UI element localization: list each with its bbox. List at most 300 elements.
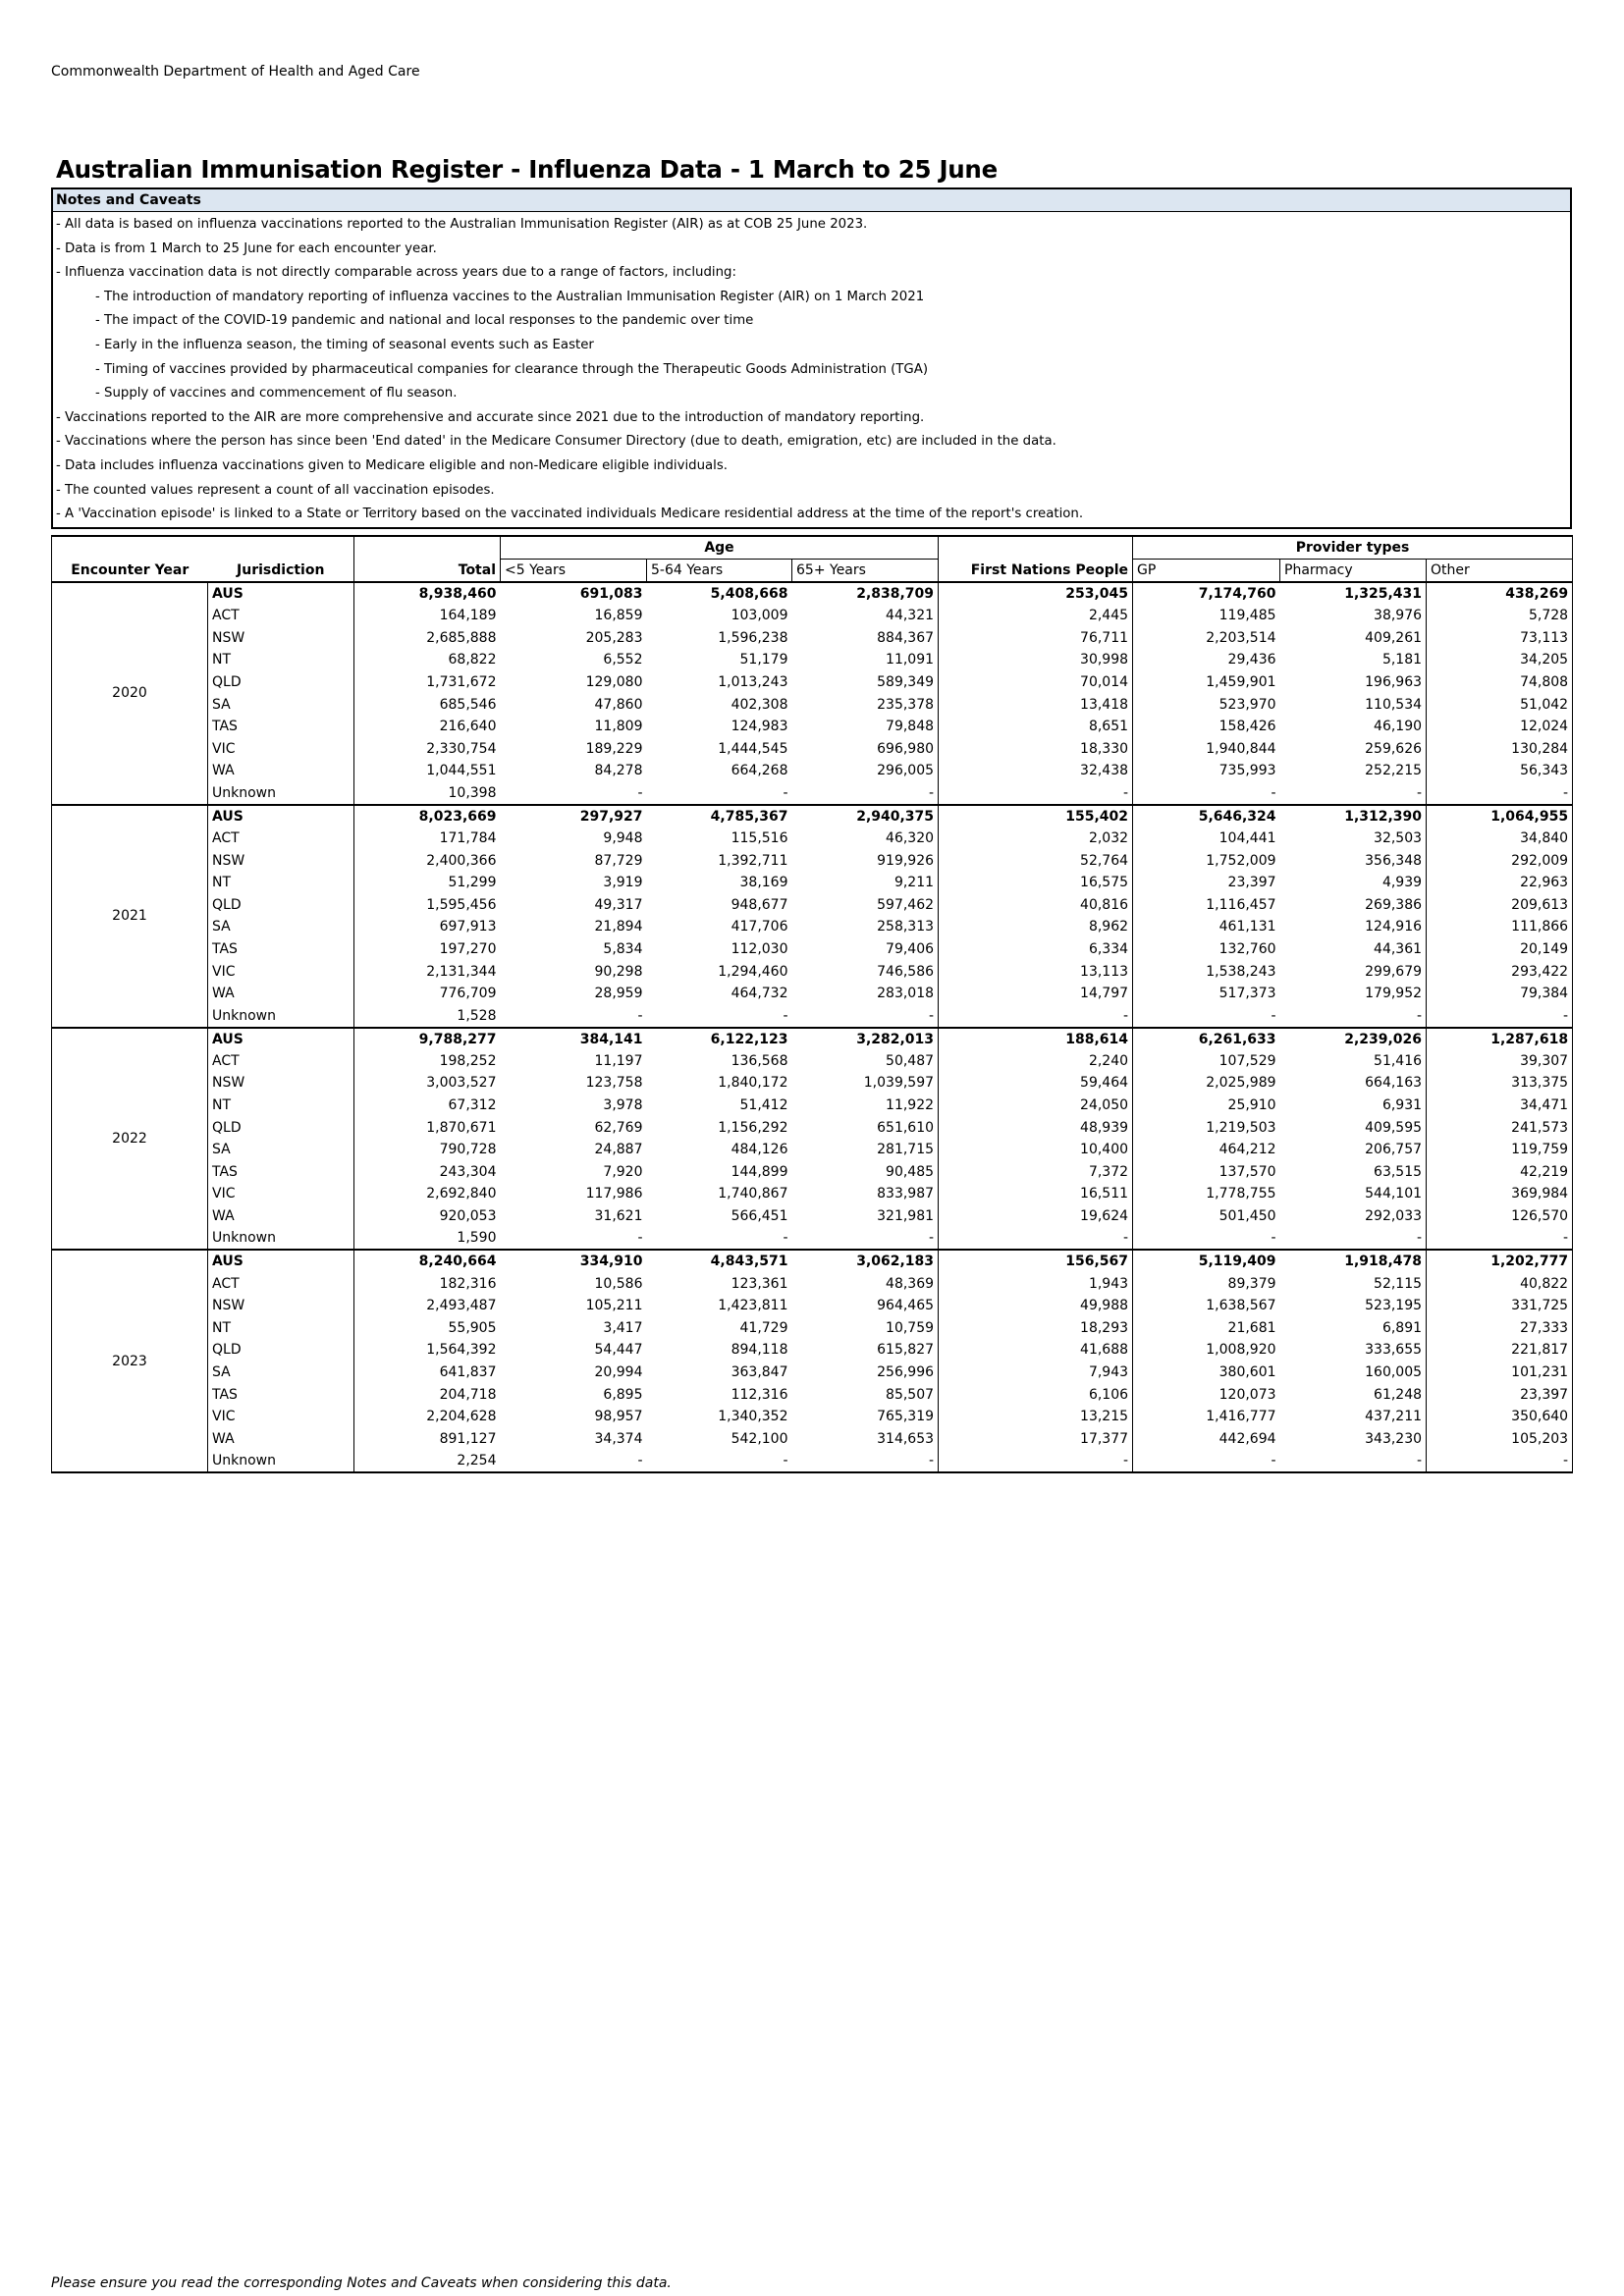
value-cell: 685,546 [354, 693, 501, 716]
value-cell: 13,215 [939, 1406, 1133, 1428]
value-cell: 28,959 [594, 986, 643, 1002]
value-cell: 1,312,390 [1280, 805, 1427, 828]
value-cell: 38,976 [1374, 608, 1423, 624]
value-cell: 691,083 [501, 582, 647, 605]
col-first-nations: First Nations People [939, 560, 1133, 583]
value-cell: 59,464 [939, 1072, 1133, 1095]
jurisdiction-cell: Unknown [208, 1450, 354, 1472]
value-cell: - [1427, 1227, 1573, 1250]
value-cell: 2,838,709 [792, 582, 939, 605]
table-row [52, 1316, 1573, 1339]
col-encounter-year: Encounter Year [52, 560, 208, 583]
table-row [52, 1050, 1573, 1073]
value-cell: - [1133, 1227, 1280, 1250]
value-cell: 919,926 [877, 852, 935, 869]
jurisdiction-cell: WA [208, 760, 354, 782]
table-row [52, 1295, 1573, 1317]
value-cell: 5,408,668 [647, 582, 792, 605]
value-cell: 664,268 [731, 763, 788, 779]
table-row [52, 1250, 1573, 1272]
value-cell: 156,567 [939, 1250, 1133, 1272]
influenza-data-table [51, 535, 1573, 1473]
value-cell: - [939, 1227, 1133, 1250]
value-cell: 5,181 [1381, 652, 1423, 668]
value-cell: 48,939 [939, 1116, 1133, 1139]
value-cell: 696,980 [877, 740, 935, 757]
col-total: Total [354, 560, 501, 583]
value-cell: 204,718 [354, 1383, 501, 1406]
value-cell: 73,113 [1427, 627, 1573, 650]
value-cell: 258,313 [877, 919, 935, 935]
table-body [52, 582, 1573, 1472]
notes-list [53, 212, 1570, 527]
value-cell: 894,118 [731, 1342, 788, 1359]
value-cell: 697,913 [354, 916, 501, 938]
jurisdiction-cell: QLD [208, 671, 354, 694]
table-row [52, 916, 1573, 938]
value-cell: 47,860 [594, 696, 643, 713]
value-cell: 68,822 [354, 649, 501, 671]
value-cell: 1,459,901 [1133, 671, 1280, 694]
value-cell: - [501, 1450, 647, 1472]
value-cell: 438,269 [1427, 582, 1573, 605]
value-cell: 206,757 [1365, 1142, 1423, 1158]
value-cell: 67,312 [354, 1095, 501, 1117]
value-cell: 182,316 [354, 1272, 501, 1295]
jurisdiction-cell: VIC [208, 738, 354, 761]
value-cell: 130,284 [1427, 738, 1573, 761]
value-cell: 2,400,366 [354, 849, 501, 872]
table-row [52, 605, 1573, 627]
value-cell: 7,920 [603, 1163, 643, 1180]
table-row [52, 1205, 1573, 1228]
value-cell: 1,564,392 [354, 1339, 501, 1362]
value-cell: 1,294,460 [718, 963, 788, 980]
value-cell: 124,983 [731, 719, 788, 735]
value-cell: 2,330,754 [354, 738, 501, 761]
value-cell: 84,278 [594, 763, 643, 779]
value-cell: 269,386 [1365, 896, 1423, 913]
value-cell: 1,202,777 [1427, 1250, 1573, 1272]
value-cell: 38,169 [739, 875, 788, 891]
value-cell: 2,032 [939, 828, 1133, 850]
value-cell: 664,163 [1365, 1075, 1423, 1092]
value-cell: 20,149 [1427, 938, 1573, 961]
value-cell: 32,438 [939, 760, 1133, 782]
value-cell: 765,319 [877, 1409, 935, 1425]
col-under-5: <5 Years [501, 560, 647, 583]
value-cell: 164,189 [354, 605, 501, 627]
value-cell: 44,361 [1374, 941, 1423, 958]
value-cell: 409,595 [1365, 1119, 1423, 1136]
value-cell: 363,847 [731, 1363, 788, 1380]
table-row [52, 716, 1573, 738]
value-cell: - [939, 1005, 1133, 1028]
value-cell: 8,240,664 [354, 1250, 501, 1272]
value-cell: 484,126 [731, 1142, 788, 1158]
value-cell: 1,416,777 [1133, 1406, 1280, 1428]
value-cell: 34,471 [1427, 1095, 1573, 1117]
value-cell: 369,984 [1427, 1183, 1573, 1205]
note-item: - A 'Vaccination episode' is linked to a State or Territory based on the vaccinated individuals Medicare residential address at the time of the report's creation. [56, 507, 1084, 522]
value-cell: 2,445 [939, 605, 1133, 627]
value-cell: 14,797 [939, 983, 1133, 1005]
table-row [52, 627, 1573, 650]
value-cell: 111,866 [1427, 916, 1573, 938]
value-cell: 442,694 [1133, 1427, 1280, 1450]
table-row [52, 1160, 1573, 1183]
table-row [52, 894, 1573, 917]
value-cell: 241,573 [1427, 1116, 1573, 1139]
age-group-header: Age [501, 536, 939, 560]
value-cell: 11,091 [886, 652, 935, 668]
value-cell: 3,978 [603, 1096, 643, 1113]
value-cell: 464,212 [1133, 1139, 1280, 1161]
value-cell: 21,894 [594, 919, 643, 935]
value-cell: 746,586 [877, 963, 935, 980]
value-cell: 124,916 [1365, 919, 1423, 935]
value-cell: 119,485 [1133, 605, 1280, 627]
value-cell: 5,728 [1427, 605, 1573, 627]
value-cell: 120,073 [1133, 1383, 1280, 1406]
value-cell: 49,317 [594, 896, 643, 913]
jurisdiction-cell: VIC [208, 960, 354, 983]
value-cell: 89,379 [1133, 1272, 1280, 1295]
value-cell: 297,927 [501, 805, 647, 828]
note-item: - The impact of the COVID-19 pandemic and national and local responses to the pandemic over time [95, 313, 754, 329]
value-cell: 1,064,955 [1427, 805, 1573, 828]
value-cell: 501,450 [1133, 1205, 1280, 1228]
value-cell: 16,575 [939, 872, 1133, 894]
value-cell: 1,392,711 [718, 852, 788, 869]
value-cell: 216,640 [354, 716, 501, 738]
value-cell: 776,709 [354, 983, 501, 1005]
jurisdiction-cell: TAS [208, 716, 354, 738]
value-cell: 9,788,277 [354, 1028, 501, 1050]
value-cell: 3,282,013 [792, 1028, 939, 1050]
value-cell: - [792, 1450, 939, 1472]
value-cell: - [647, 1450, 792, 1472]
jurisdiction-cell: NSW [208, 1295, 354, 1317]
jurisdiction-cell: QLD [208, 894, 354, 917]
value-cell: 198,252 [354, 1050, 501, 1073]
value-cell: 283,018 [877, 986, 935, 1002]
value-cell: 597,462 [877, 896, 935, 913]
value-cell: 1,596,238 [718, 629, 788, 646]
value-cell: 6,552 [603, 652, 643, 668]
note-item: - Early in the influenza season, the timing of seasonal events such as Easter [95, 337, 594, 352]
value-cell: 41,729 [739, 1319, 788, 1336]
provider-types-group-header: Provider types [1133, 536, 1573, 560]
table-row [52, 938, 1573, 961]
table-row [52, 671, 1573, 694]
jurisdiction-cell: Unknown [208, 1227, 354, 1250]
table-row [52, 983, 1573, 1005]
value-cell: 90,298 [594, 963, 643, 980]
jurisdiction-cell: NT [208, 1316, 354, 1339]
value-cell: 32,503 [1374, 830, 1423, 847]
value-cell: 6,931 [1381, 1096, 1423, 1113]
value-cell: 735,993 [1133, 760, 1280, 782]
jurisdiction-cell: ACT [208, 1050, 354, 1073]
jurisdiction-cell: TAS [208, 1383, 354, 1406]
value-cell: 1,918,478 [1280, 1250, 1427, 1272]
table-row [52, 693, 1573, 716]
value-cell: 1,423,811 [718, 1298, 788, 1314]
value-cell: 641,837 [354, 1362, 501, 1384]
value-cell: 331,725 [1427, 1295, 1573, 1317]
jurisdiction-cell: NT [208, 1095, 354, 1117]
value-cell: 3,062,183 [792, 1250, 939, 1272]
value-cell: 79,848 [886, 719, 935, 735]
value-cell: 23,397 [1427, 1383, 1573, 1406]
value-cell: 115,516 [731, 830, 788, 847]
value-cell: 523,195 [1365, 1298, 1423, 1314]
table-row [52, 1183, 1573, 1205]
value-cell: 51,412 [739, 1096, 788, 1113]
value-cell: 179,952 [1365, 986, 1423, 1002]
value-cell: 1,325,431 [1280, 582, 1427, 605]
value-cell: 112,316 [731, 1386, 788, 1403]
value-cell: 105,211 [585, 1298, 643, 1314]
value-cell: 1,008,920 [1133, 1339, 1280, 1362]
jurisdiction-cell: NT [208, 649, 354, 671]
value-cell: 158,426 [1133, 716, 1280, 738]
value-cell: 409,261 [1365, 629, 1423, 646]
value-cell: 4,939 [1381, 875, 1423, 891]
value-cell: 155,402 [939, 805, 1133, 828]
value-cell: 46,190 [1374, 719, 1423, 735]
value-cell: 13,418 [939, 693, 1133, 716]
value-cell: 384,141 [501, 1028, 647, 1050]
value-cell: 461,131 [1133, 916, 1280, 938]
value-cell: 34,205 [1427, 649, 1573, 671]
jurisdiction-cell: SA [208, 1362, 354, 1384]
table-row [52, 782, 1573, 805]
value-cell: 160,005 [1365, 1363, 1423, 1380]
value-cell: 79,406 [886, 941, 935, 958]
value-cell: 44,321 [886, 608, 935, 624]
jurisdiction-cell: WA [208, 1205, 354, 1228]
value-cell: 34,840 [1427, 828, 1573, 850]
value-cell: 50,487 [886, 1052, 935, 1069]
value-cell: 235,378 [877, 696, 935, 713]
value-cell: 61,248 [1374, 1386, 1423, 1403]
notes-heading: Notes and Caveats [53, 189, 1570, 212]
encounter-year-cell: 2021 [52, 805, 208, 1028]
encounter-year-cell: 2020 [52, 582, 208, 805]
table-row [52, 1072, 1573, 1095]
col-5-64: 5-64 Years [647, 560, 792, 583]
table-row [52, 1095, 1573, 1117]
value-cell: 6,106 [939, 1383, 1133, 1406]
page-title: Australian Immunisation Register - Influenza Data - 1 March to 25 June [56, 155, 998, 184]
value-cell: 651,610 [877, 1119, 935, 1136]
value-cell: 74,808 [1427, 671, 1573, 694]
jurisdiction-cell: NSW [208, 627, 354, 650]
value-cell: 49,988 [939, 1295, 1133, 1317]
value-cell: 42,219 [1427, 1160, 1573, 1183]
value-cell: 205,283 [585, 629, 643, 646]
value-cell: 6,891 [1381, 1319, 1423, 1336]
value-cell: 1,595,456 [354, 894, 501, 917]
value-cell: - [783, 784, 788, 801]
value-cell: 566,451 [731, 1207, 788, 1224]
value-cell: 293,422 [1427, 960, 1573, 983]
value-cell: 24,050 [939, 1095, 1133, 1117]
value-cell: 19,624 [939, 1205, 1133, 1228]
value-cell: 132,760 [1133, 938, 1280, 961]
value-cell: - [1427, 1450, 1573, 1472]
value-cell: 10,400 [939, 1139, 1133, 1161]
value-cell: 29,436 [1133, 649, 1280, 671]
value-cell: 2,025,989 [1133, 1072, 1280, 1095]
value-cell: 10,759 [886, 1319, 935, 1336]
value-cell: 76,711 [939, 627, 1133, 650]
table-row [52, 1028, 1573, 1050]
value-cell: 34,374 [594, 1430, 643, 1447]
value-cell: 884,367 [877, 629, 935, 646]
jurisdiction-cell: TAS [208, 1160, 354, 1183]
jurisdiction-cell: VIC [208, 1406, 354, 1428]
value-cell: 18,330 [939, 738, 1133, 761]
jurisdiction-cell: QLD [208, 1116, 354, 1139]
value-cell: 380,601 [1133, 1362, 1280, 1384]
value-cell: 8,938,460 [354, 582, 501, 605]
value-cell: 30,998 [939, 649, 1133, 671]
value-cell: 356,348 [1365, 852, 1423, 869]
note-item: - The counted values represent a count of all vaccination episodes. [56, 482, 495, 498]
value-cell: 62,769 [594, 1119, 643, 1136]
value-cell: - [1280, 1450, 1427, 1472]
value-cell: 209,613 [1427, 894, 1573, 917]
note-item: - The introduction of mandatory reporting of influenza vaccines to the Australian Immunisation Register (AIR) on 1 March 2021 [95, 289, 925, 304]
jurisdiction-cell: AUS [208, 582, 354, 605]
value-cell: 24,887 [594, 1142, 643, 1158]
value-cell: 3,417 [603, 1319, 643, 1336]
value-cell: 52,115 [1374, 1275, 1423, 1292]
value-cell: 523,970 [1133, 693, 1280, 716]
notes-caveats-box [51, 187, 1572, 529]
value-cell: 110,534 [1365, 696, 1423, 713]
value-cell: 343,230 [1365, 1430, 1423, 1447]
value-cell: 27,333 [1427, 1316, 1573, 1339]
value-cell: 123,361 [731, 1275, 788, 1292]
value-cell: 1,752,009 [1133, 849, 1280, 872]
value-cell: 948,677 [731, 896, 788, 913]
jurisdiction-cell: ACT [208, 605, 354, 627]
value-cell: 70,014 [939, 671, 1133, 694]
value-cell: 314,653 [877, 1430, 935, 1447]
table-row [52, 1406, 1573, 1428]
note-item: - Influenza vaccination data is not directly comparable across years due to a range of factors, including: [56, 265, 736, 281]
value-cell: 22,963 [1427, 872, 1573, 894]
table-row [52, 1339, 1573, 1362]
value-cell: 1,538,243 [1133, 960, 1280, 983]
value-cell: 4,785,367 [647, 805, 792, 828]
jurisdiction-cell: AUS [208, 805, 354, 828]
value-cell: 13,113 [939, 960, 1133, 983]
value-cell: 40,816 [939, 894, 1133, 917]
value-cell: - [928, 1007, 935, 1024]
value-cell: - [1133, 1450, 1280, 1472]
jurisdiction-cell: ACT [208, 1272, 354, 1295]
value-cell: 299,679 [1365, 963, 1423, 980]
value-cell: 3,003,527 [354, 1072, 501, 1095]
value-cell: 11,197 [594, 1052, 643, 1069]
value-cell: 144,899 [731, 1163, 788, 1180]
value-cell: 1,340,352 [718, 1409, 788, 1425]
value-cell: 51,042 [1427, 693, 1573, 716]
note-item: - All data is based on influenza vaccinations reported to the Australian Immunisation Register (AIR) as at COB 25 June 2023. [56, 217, 868, 232]
value-cell: 107,529 [1133, 1050, 1280, 1073]
value-cell: 10,398 [354, 782, 501, 805]
value-cell: 790,728 [354, 1139, 501, 1161]
value-cell: 334,910 [501, 1250, 647, 1272]
note-item: - Supply of vaccines and commencement of flu season. [95, 386, 458, 401]
jurisdiction-cell: QLD [208, 1339, 354, 1362]
col-gp: GP [1133, 560, 1280, 583]
value-cell: - [1416, 1007, 1423, 1024]
value-cell: 542,100 [731, 1430, 788, 1447]
value-cell: 105,203 [1427, 1427, 1573, 1450]
value-cell: 9,948 [603, 830, 643, 847]
value-cell: 2,940,375 [792, 805, 939, 828]
value-cell: 137,570 [1133, 1160, 1280, 1183]
value-cell: 12,024 [1427, 716, 1573, 738]
value-cell: 31,621 [594, 1207, 643, 1224]
col-jurisdiction: Jurisdiction [237, 561, 325, 578]
value-cell: 48,369 [886, 1275, 935, 1292]
value-cell: 3,919 [603, 875, 643, 891]
value-cell: 296,005 [877, 763, 935, 779]
value-cell: 1,116,457 [1133, 894, 1280, 917]
jurisdiction-cell: SA [208, 1139, 354, 1161]
value-cell: 333,655 [1365, 1342, 1423, 1359]
value-cell: 1,590 [354, 1227, 501, 1250]
jurisdiction-cell: NSW [208, 1072, 354, 1095]
value-cell: 1,778,755 [1133, 1183, 1280, 1205]
table-row [52, 849, 1573, 872]
value-cell: 1,444,545 [718, 740, 788, 757]
note-item: - Vaccinations where the person has since been 'End dated' in the Medicare Consumer Directory (due to death, emigration, etc) are included in the data. [56, 434, 1056, 450]
value-cell: 103,009 [731, 608, 788, 624]
value-cell: 20,994 [594, 1363, 643, 1380]
value-cell: 292,033 [1365, 1207, 1423, 1224]
jurisdiction-cell: AUS [208, 1250, 354, 1272]
value-cell: 54,447 [594, 1342, 643, 1359]
value-cell: - [1133, 1005, 1280, 1028]
value-cell: 253,045 [939, 582, 1133, 605]
table-row [52, 649, 1573, 671]
value-cell: 1,840,172 [718, 1075, 788, 1092]
value-cell: 2,254 [354, 1450, 501, 1472]
value-cell: 1,039,597 [863, 1075, 935, 1092]
value-cell: 196,963 [1365, 674, 1423, 691]
value-cell: 221,817 [1427, 1339, 1573, 1362]
value-cell: 188,614 [939, 1028, 1133, 1050]
value-cell: - [637, 784, 643, 801]
value-cell: 243,304 [354, 1160, 501, 1183]
value-cell: 252,215 [1365, 763, 1423, 779]
col-other: Other [1427, 560, 1573, 583]
value-cell: 1,943 [939, 1272, 1133, 1295]
value-cell: 2,493,487 [354, 1295, 501, 1317]
value-cell: 1,870,671 [354, 1116, 501, 1139]
value-cell: 833,987 [877, 1186, 935, 1202]
value-cell: - [637, 1230, 643, 1247]
value-cell: 2,685,888 [354, 627, 501, 650]
